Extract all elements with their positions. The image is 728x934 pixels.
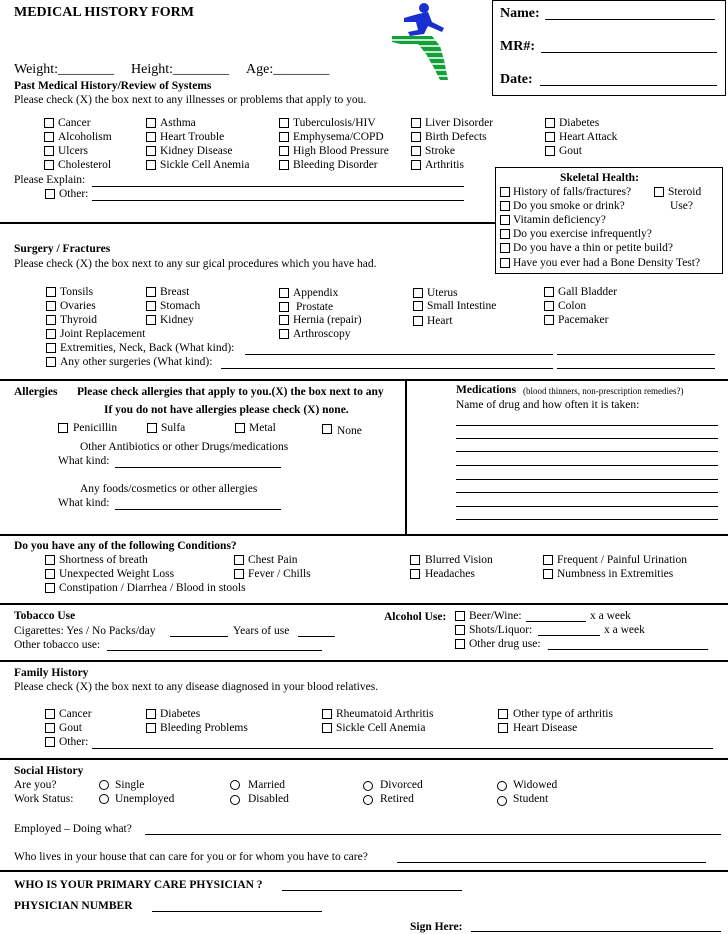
other-tobacco-field[interactable] bbox=[107, 650, 322, 651]
label-arthritis: Arthritis bbox=[425, 159, 464, 171]
checkbox-appendix[interactable] bbox=[279, 288, 289, 298]
medications-note: (blood thinners, non-prescription remedies?) bbox=[523, 386, 684, 396]
label-unemployed: Unemployed bbox=[115, 793, 175, 805]
label-kidney-disease: Kidney Disease bbox=[160, 145, 233, 157]
label-heart: Heart bbox=[427, 315, 453, 327]
checkbox-cancer[interactable] bbox=[44, 118, 54, 128]
checkbox-family-bleeding[interactable] bbox=[146, 723, 156, 733]
label-cancer: Cancer bbox=[58, 117, 91, 129]
date-field[interactable] bbox=[540, 85, 717, 86]
checkbox-exercise[interactable] bbox=[500, 229, 510, 239]
checkbox-other-surgeries[interactable] bbox=[46, 357, 56, 367]
checkbox-family-rheumatoid[interactable] bbox=[322, 709, 332, 719]
medication-line-3[interactable] bbox=[456, 451, 718, 452]
label-single: Single bbox=[115, 779, 145, 791]
checkbox-emphysema[interactable] bbox=[279, 132, 289, 142]
checkbox-bone-density[interactable] bbox=[500, 258, 510, 268]
label-constipation: Constipation / Diarrhea / Blood in stools bbox=[59, 582, 246, 594]
checkbox-heart-trouble[interactable] bbox=[146, 132, 156, 142]
label-family-heart: Heart Disease bbox=[513, 722, 578, 734]
checkbox-extremities[interactable] bbox=[46, 343, 56, 353]
label-gout: Gout bbox=[559, 145, 582, 157]
checkbox-alcoholism[interactable] bbox=[44, 132, 54, 142]
employed-field[interactable] bbox=[145, 834, 721, 835]
medications-instructions: Name of drug and how often it is taken: bbox=[456, 399, 640, 411]
checkbox-birth-defects[interactable] bbox=[411, 132, 421, 142]
checkbox-joint-replacement[interactable] bbox=[46, 329, 56, 339]
checkbox-gout[interactable] bbox=[545, 146, 555, 156]
checkbox-breast[interactable] bbox=[146, 287, 156, 297]
label-smoke-drink: Do you smoke or drink? bbox=[513, 200, 625, 212]
radio-retired[interactable] bbox=[363, 795, 373, 805]
sign-label: Sign Here: bbox=[410, 921, 463, 933]
label-shortness-breath: Shortness of breath bbox=[59, 554, 148, 566]
label-beer-wine: Beer/Wine: bbox=[469, 610, 522, 622]
label-high-bp: High Blood Pressure bbox=[293, 145, 389, 157]
packs-per-day-field[interactable] bbox=[170, 636, 228, 637]
allergies-heading: Allergies bbox=[14, 386, 58, 398]
years-field[interactable] bbox=[298, 636, 335, 637]
checkbox-vitamin[interactable] bbox=[500, 215, 510, 225]
medications-heading: Medications bbox=[456, 384, 517, 396]
label-sickle-cell: Sickle Cell Anemia bbox=[160, 159, 250, 171]
label-other-drug: Other drug use: bbox=[469, 638, 541, 650]
extremities-field-2[interactable] bbox=[557, 354, 715, 355]
label-student: Student bbox=[513, 793, 549, 805]
florida-runner-logo bbox=[388, 2, 464, 82]
label-family-gout: Gout bbox=[59, 722, 82, 734]
checkbox-chest-pain[interactable] bbox=[234, 555, 244, 565]
checkbox-heart[interactable] bbox=[413, 316, 423, 326]
label-emphysema: Emphysema/COPD bbox=[293, 131, 384, 143]
checkbox-beer-wine[interactable] bbox=[455, 611, 465, 621]
weight-field[interactable]: Weight:________ bbox=[14, 62, 114, 77]
divider-2 bbox=[0, 379, 728, 381]
label-urination: Frequent / Painful Urination bbox=[557, 554, 687, 566]
social-heading: Social History bbox=[14, 765, 84, 777]
checkbox-prostate[interactable] bbox=[279, 302, 289, 312]
label-liver-disorder: Liver Disorder bbox=[425, 117, 494, 129]
family-heading: Family History bbox=[14, 667, 89, 679]
label-tonsils: Tonsils bbox=[60, 286, 94, 298]
medication-line-1[interactable] bbox=[456, 425, 718, 426]
lives-label: Who lives in your house that can care for you or for whom you have to care? bbox=[14, 851, 368, 863]
label-stomach: Stomach bbox=[160, 300, 201, 312]
divider-5 bbox=[0, 660, 728, 662]
label-thyroid: Thyroid bbox=[60, 314, 98, 326]
checkbox-sulfa[interactable] bbox=[147, 423, 157, 433]
allergies-instr-2: If you do not have allergies please check (X) none. bbox=[104, 404, 349, 416]
label-steroid: Steroid bbox=[668, 186, 702, 198]
other-drugs-field[interactable] bbox=[115, 467, 281, 468]
checkbox-headaches[interactable] bbox=[410, 569, 420, 579]
other-drug-field[interactable] bbox=[548, 649, 708, 650]
label-fever: Fever / Chills bbox=[248, 568, 311, 580]
pcp-field[interactable] bbox=[282, 890, 462, 891]
checkbox-family-heart[interactable] bbox=[498, 723, 508, 733]
label-vitamin: Vitamin deficiency? bbox=[513, 214, 606, 226]
past-history-heading: Past Medical History/Review of Systems bbox=[14, 80, 212, 92]
label-diabetes: Diabetes bbox=[559, 117, 600, 129]
checkbox-ovaries[interactable] bbox=[46, 301, 56, 311]
radio-divorced[interactable] bbox=[363, 781, 373, 791]
beer-per-week: x a week bbox=[590, 610, 631, 622]
allergies-med-divider bbox=[405, 380, 407, 534]
label-falls: History of falls/fractures? bbox=[513, 186, 632, 198]
name-field[interactable] bbox=[545, 19, 715, 20]
label-kidney: Kidney bbox=[160, 314, 194, 326]
label-disabled: Disabled bbox=[248, 793, 289, 805]
label-family-rheumatoid: Rheumatoid Arthritis bbox=[336, 708, 434, 720]
label-married: Married bbox=[248, 779, 286, 791]
label-family-other: Other: bbox=[59, 736, 89, 748]
checkbox-colon[interactable] bbox=[544, 301, 554, 311]
checkbox-tonsils[interactable] bbox=[46, 287, 56, 297]
checkbox-diabetes[interactable] bbox=[545, 118, 555, 128]
checkbox-sickle-cell[interactable] bbox=[146, 160, 156, 170]
conditions-heading: Do you have any of the following Conditions? bbox=[14, 540, 237, 552]
signature-field[interactable] bbox=[471, 931, 721, 932]
label-other-illness: Other: bbox=[59, 188, 89, 200]
radio-widowed[interactable] bbox=[497, 781, 507, 791]
label-family-sickle-cell: Sickle Cell Anemia bbox=[336, 722, 426, 734]
checkbox-family-other[interactable] bbox=[45, 737, 55, 747]
lives-field[interactable] bbox=[397, 862, 706, 863]
mr-field[interactable] bbox=[541, 52, 717, 53]
explain-label: Please Explain: bbox=[14, 174, 86, 186]
checkbox-shots-liquor[interactable] bbox=[455, 625, 465, 635]
explain-field[interactable] bbox=[92, 186, 464, 187]
label-thin-build: Do you have a thin or petite build? bbox=[513, 242, 674, 254]
beer-wine-field[interactable] bbox=[526, 621, 586, 622]
medication-line-7[interactable] bbox=[456, 506, 718, 507]
checkbox-numbness[interactable] bbox=[543, 569, 553, 579]
shots-per-week: x a week bbox=[604, 624, 645, 636]
label-widowed: Widowed bbox=[513, 779, 558, 791]
form-title: MEDICAL HISTORY FORM bbox=[14, 5, 194, 20]
label-family-diabetes: Diabetes bbox=[160, 708, 201, 720]
other-tobacco-label: Other tobacco use: bbox=[14, 639, 101, 651]
checkbox-family-cancer[interactable] bbox=[45, 709, 55, 719]
label-exercise: Do you exercise infrequently? bbox=[513, 228, 652, 240]
label-blurred-vision: Blurred Vision bbox=[425, 554, 493, 566]
label-gall-bladder: Gall Bladder bbox=[558, 286, 618, 298]
cigarettes-label: Cigarettes: Yes / No Packs/day bbox=[14, 625, 156, 637]
checkbox-bleeding-disorder[interactable] bbox=[279, 160, 289, 170]
checkbox-falls[interactable] bbox=[500, 187, 510, 197]
label-tuberculosis: Tuberculosis/HIV bbox=[293, 117, 376, 129]
checkbox-thin-build[interactable] bbox=[500, 243, 510, 253]
checkbox-steroid[interactable] bbox=[654, 187, 664, 197]
what-kind-label: What kind: bbox=[58, 455, 110, 467]
past-history-instructions: Please check (X) the box next to any illnesses or problems that apply to you. bbox=[14, 94, 367, 106]
checkbox-constipation[interactable] bbox=[45, 583, 55, 593]
checkbox-penicillin[interactable] bbox=[58, 423, 68, 433]
surgery-heading: Surgery / Fractures bbox=[14, 243, 111, 255]
label-none: None bbox=[337, 425, 362, 437]
label-uterus: Uterus bbox=[427, 287, 458, 299]
checkbox-arthroscopy[interactable] bbox=[279, 329, 289, 339]
radio-unemployed[interactable] bbox=[99, 794, 109, 804]
label-numbness: Numbness in Extremities bbox=[557, 568, 674, 580]
name-label: Name: bbox=[500, 6, 540, 21]
label-bleeding-disorder: Bleeding Disorder bbox=[293, 159, 378, 171]
label-retired: Retired bbox=[380, 793, 414, 805]
radio-student[interactable] bbox=[497, 796, 507, 806]
checkbox-tuberculosis[interactable] bbox=[279, 118, 289, 128]
label-heart-attack: Heart Attack bbox=[559, 131, 618, 143]
label-pacemaker: Pacemaker bbox=[558, 314, 609, 326]
checkbox-blurred-vision[interactable] bbox=[410, 555, 420, 565]
checkbox-other-illness[interactable] bbox=[45, 189, 55, 199]
work-status-label: Work Status: bbox=[14, 793, 74, 805]
label-birth-defects: Birth Defects bbox=[425, 131, 487, 143]
radio-single[interactable] bbox=[99, 780, 109, 790]
radio-disabled[interactable] bbox=[230, 795, 240, 805]
shots-liquor-field[interactable] bbox=[538, 635, 600, 636]
medication-line-5[interactable] bbox=[456, 479, 718, 480]
divider-4 bbox=[0, 603, 728, 605]
allergies-instr-1: Please check allergies that apply to you.(X) the box next to any bbox=[77, 386, 384, 398]
label-family-cancer: Cancer bbox=[59, 708, 92, 720]
label-stroke: Stroke bbox=[425, 145, 456, 157]
medication-line-4[interactable] bbox=[456, 465, 718, 466]
checkbox-shortness-breath[interactable] bbox=[45, 555, 55, 565]
checkbox-other-drug[interactable] bbox=[455, 639, 465, 649]
family-instructions: Please check (X) the box next to any disease diagnosed in your blood relatives. bbox=[14, 681, 379, 693]
divider-7 bbox=[0, 870, 728, 872]
checkbox-asthma[interactable] bbox=[146, 118, 156, 128]
checkbox-smoke-drink[interactable] bbox=[500, 201, 510, 211]
label-bone-density: Have you ever had a Bone Density Test? bbox=[513, 257, 701, 269]
what-kind-label-2: What kind: bbox=[58, 497, 110, 509]
label-colon: Colon bbox=[558, 300, 587, 312]
label-sulfa: Sulfa bbox=[161, 422, 186, 434]
physician-number-label: PHYSICIAN NUMBER bbox=[14, 900, 133, 912]
checkbox-metal[interactable] bbox=[235, 423, 245, 433]
divider-6 bbox=[0, 758, 728, 760]
are-you-label: Are you? bbox=[14, 779, 57, 791]
tobacco-heading: Tobacco Use bbox=[14, 610, 76, 622]
checkbox-ulcers[interactable] bbox=[44, 146, 54, 156]
label-breast: Breast bbox=[160, 286, 190, 298]
physician-number-field[interactable] bbox=[152, 911, 322, 912]
label-extremities: Extremities, Neck, Back (What kind): bbox=[60, 342, 235, 354]
label-cholesterol: Cholesterol bbox=[58, 159, 112, 171]
label-divorced: Divorced bbox=[380, 779, 423, 791]
other-illness-field[interactable] bbox=[92, 200, 464, 201]
age-field[interactable]: Age:________ bbox=[246, 62, 330, 77]
years-label: Years of use bbox=[233, 625, 290, 637]
checkbox-hernia[interactable] bbox=[279, 315, 289, 325]
medication-line-6[interactable] bbox=[456, 492, 718, 493]
foods-label: Any foods/cosmetics or other allergies bbox=[80, 483, 258, 495]
label-weight-loss: Unexpected Weight Loss bbox=[59, 568, 175, 580]
other-surgeries-field[interactable] bbox=[221, 368, 553, 369]
surgery-instructions: Please check (X) the box next to any sur gical procedures which you have had. bbox=[14, 258, 377, 270]
alcohol-heading: Alcohol Use: bbox=[384, 611, 447, 623]
medication-line-8[interactable] bbox=[456, 519, 718, 520]
divider-1 bbox=[0, 222, 495, 224]
label-alcoholism: Alcoholism bbox=[58, 131, 112, 143]
label-chest-pain: Chest Pain bbox=[248, 554, 298, 566]
checkbox-pacemaker[interactable] bbox=[544, 315, 554, 325]
label-headaches: Headaches bbox=[425, 568, 475, 580]
label-arthroscopy: Arthroscopy bbox=[293, 328, 351, 340]
checkbox-small-intestine[interactable] bbox=[413, 301, 423, 311]
label-penicillin: Penicillin bbox=[73, 422, 118, 434]
checkbox-gall-bladder[interactable] bbox=[544, 287, 554, 297]
checkbox-family-diabetes[interactable] bbox=[146, 709, 156, 719]
other-surgeries-field-2[interactable] bbox=[557, 368, 715, 369]
label-prostate: Prostate bbox=[296, 301, 334, 313]
medication-line-2[interactable] bbox=[456, 438, 718, 439]
checkbox-kidney[interactable] bbox=[146, 315, 156, 325]
checkbox-high-bp[interactable] bbox=[279, 146, 289, 156]
checkbox-arthritis[interactable] bbox=[411, 160, 421, 170]
label-appendix: Appendix bbox=[293, 287, 339, 299]
checkbox-cholesterol[interactable] bbox=[44, 160, 54, 170]
divider-3 bbox=[0, 534, 728, 536]
checkbox-family-gout[interactable] bbox=[45, 723, 55, 733]
label-metal: Metal bbox=[249, 422, 276, 434]
label-family-other-arthritis: Other type of arthritis bbox=[513, 708, 613, 720]
checkbox-stroke[interactable] bbox=[411, 146, 421, 156]
label-other-surgeries: Any other surgeries (What kind): bbox=[60, 356, 213, 368]
checkbox-liver-disorder[interactable] bbox=[411, 118, 421, 128]
label-asthma: Asthma bbox=[160, 117, 196, 129]
checkbox-urination[interactable] bbox=[543, 555, 553, 565]
label-ovaries: Ovaries bbox=[60, 300, 96, 312]
label-ulcers: Ulcers bbox=[58, 145, 89, 157]
checkbox-thyroid[interactable] bbox=[46, 315, 56, 325]
checkbox-weight-loss[interactable] bbox=[45, 569, 55, 579]
extremities-field[interactable] bbox=[245, 354, 553, 355]
checkbox-fever[interactable] bbox=[234, 569, 244, 579]
other-drugs-label: Other Antibiotics or other Drugs/medications bbox=[80, 441, 289, 453]
label-heart-trouble: Heart Trouble bbox=[160, 131, 225, 143]
label-shots-liquor: Shots/Liquor: bbox=[469, 624, 533, 636]
skeletal-heading: Skeletal Health: bbox=[560, 172, 639, 184]
foods-field[interactable] bbox=[115, 509, 281, 510]
label-steroid-use: Use? bbox=[670, 200, 693, 212]
label-small-intestine: Small Intestine bbox=[427, 300, 497, 312]
employed-label: Employed – Doing what? bbox=[14, 823, 132, 835]
checkbox-family-other-arthritis[interactable] bbox=[498, 709, 508, 719]
height-field[interactable]: Height:________ bbox=[131, 62, 229, 77]
pcp-label: WHO IS YOUR PRIMARY CARE PHYSICIAN ? bbox=[14, 879, 263, 891]
radio-married[interactable] bbox=[230, 780, 240, 790]
date-label: Date: bbox=[500, 72, 533, 87]
label-joint-replacement: Joint Replacement bbox=[60, 328, 146, 340]
label-family-bleeding: Bleeding Problems bbox=[160, 722, 248, 734]
checkbox-heart-attack[interactable] bbox=[545, 132, 555, 142]
label-hernia: Hernia (repair) bbox=[293, 314, 362, 326]
checkbox-family-sickle-cell[interactable] bbox=[322, 723, 332, 733]
checkbox-none[interactable] bbox=[322, 424, 332, 434]
checkbox-stomach[interactable] bbox=[146, 301, 156, 311]
checkbox-kidney-disease[interactable] bbox=[146, 146, 156, 156]
mr-label: MR#: bbox=[500, 39, 535, 54]
family-other-field[interactable] bbox=[92, 748, 713, 749]
checkbox-uterus[interactable] bbox=[413, 288, 423, 298]
